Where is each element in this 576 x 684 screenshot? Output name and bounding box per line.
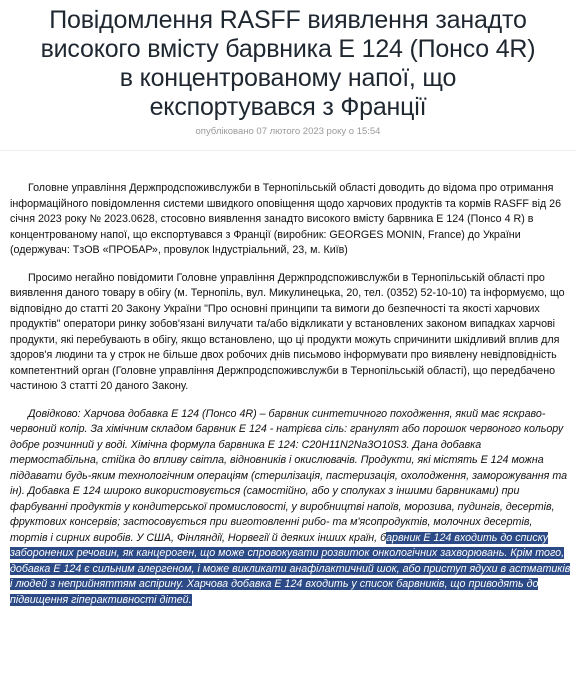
divider — [0, 150, 576, 151]
paragraph-reference — [10, 407, 572, 609]
reference-text: Довідково: Харчова добавка Е 124 (Понсо 4R) – барвник синтетичного походження, який має яскраво-червоний колір. За хімічним складом барвник Е 124 - натрієва сіль: гранулят або порошок червоного кольору добре розчинний у воді. Хімічна формула барвника E 124: C20H11N2Na3O10S3. Дана добавка термостабільна, стійка до впливу світла, відновників і окислювачів. Продукти, які містять Е 124 можна піддавати будь-яким технологічним операціям (стерилізація, пастеризація, охолодження, заморожування та ін). Добавка Е 124 широко використовується (самостійно, або у сполуках з іншими барвниками) при фарбуванні продуктів у кондитерської промисловості, у виробництві напоїв, морозива, пудингів, десертів, фруктових консервів; застосовується при виготовленні рибо- та м'ясопродуктів, молочних десертів, тортів і сирних виробів. У США, Фінляндії, Норвегії й деяких інших країн, б — [10, 407, 568, 544]
publication-date: опубліковано 07 лютого 2023 року о 15:54 — [195, 126, 381, 137]
selected-text-highlight[interactable]: арвник Е 124 входить до списку заборонених речовин, як канцероген, що може спровокувати розвиток онкологічних захворювань. Крім того, добавка Е 124 є сильним алергеном, і може викликати анафілактичний шок, або приступ ядухи в астматиків і людей з неприйняттям аспірину. Харчова добавка Е 124 входить у список барвників, що приводять до підвищення гіперактивності дітей. — [10, 531, 571, 606]
article-title: Повідомлення RASFF виявлення занадто високого вмісту барвника E 124 (Понсо 4R) в концентрованому напої, що експортувався з Франції — [40, 6, 536, 121]
paragraph-request: Просимо негайно повідомити Головне управління Держпродспоживслужби в Тернопільській області про виявлення даного товару в обігу (м. Тернопіль, вул. Микулинецька, 20, тел. (0352) 52-10-10) та інформуємо, що відповідно до статті 20 Закону України "Про основні принципи та вимоги до безпечності та якості харчових продуктів" оператори ринку зобов'язані вилучати та/або відкликати у встановлених законом випадках харчові продукти, які перебувають в обігу, якщо встановлено, що ці продукти можуть спричинити шкідливий вплив для здоров'я людини та у строк не більше двох робочих днів письмово інформувати про виявлену невідповідність компетентний орган (Головне управління Держпродспоживслужби в Тернопільській області), що передбачено частиною 3 статті 20 даного Закону. — [10, 271, 565, 392]
paragraph-notice: Головне управління Держпродспоживслужби в Тернопільській області доводить до відома про отримання інформаційного повідомлення системи швидкого оповіщення щодо харчових продуктів та кормів RASFF від 26 січня 2023 року № 2023.0628, стосовно виявлення занадто високого вмісту барвника E 124 (Понсо 4 R) в концентрованому напої, що експортувався з Франції (виробник: GEORGES MONIN, France) до України (одержувач: ТзОВ «ПРОБАР», провулок Індустріальний, 23, м. Київ) — [10, 182, 562, 256]
article-body — [10, 181, 572, 620]
